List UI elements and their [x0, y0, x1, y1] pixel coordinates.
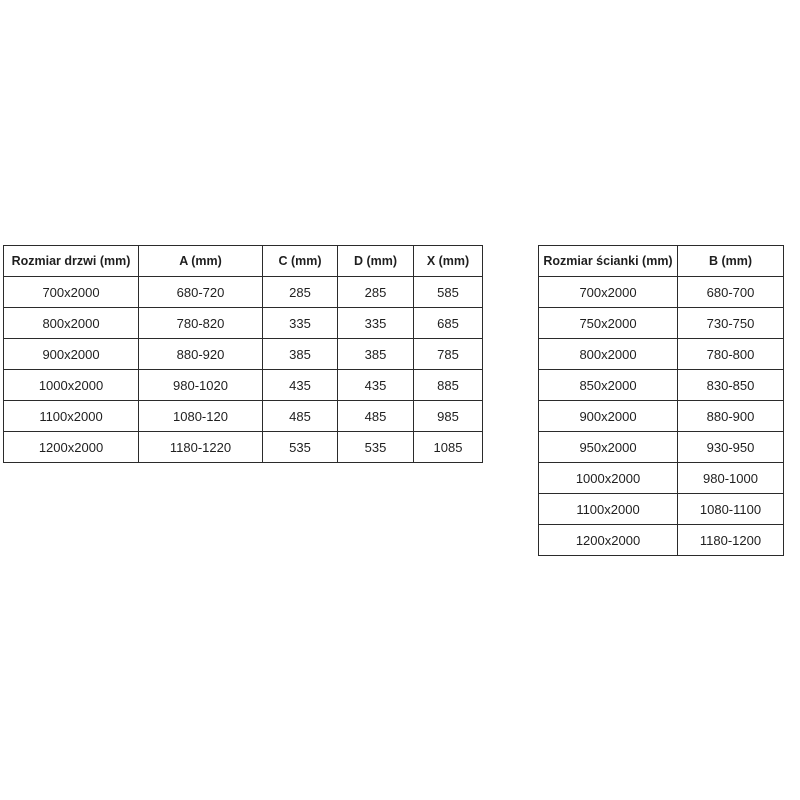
dimension-x-cell: 1085 — [414, 432, 483, 463]
dimension-a-cell: 680-720 — [139, 277, 263, 308]
dimension-a-cell: 780-820 — [139, 308, 263, 339]
dimension-c-cell: 535 — [263, 432, 338, 463]
dimension-a-cell: 1180-1220 — [139, 432, 263, 463]
table-row — [4, 401, 483, 432]
table-row — [539, 308, 784, 339]
table-row — [539, 525, 784, 556]
dimension-b-cell: 1180-1200 — [678, 525, 784, 556]
table-row — [539, 401, 784, 432]
dimension-a-column-header: A (mm) — [139, 246, 263, 277]
dimension-c-cell: 435 — [263, 370, 338, 401]
dimension-d-cell: 335 — [338, 308, 414, 339]
dimension-c-column-header: C (mm) — [263, 246, 338, 277]
wall-panel-sizes-header-row — [539, 246, 784, 277]
dimension-x-column-header: X (mm) — [414, 246, 483, 277]
dimension-d-cell: 485 — [338, 401, 414, 432]
dimension-b-cell: 780-800 — [678, 339, 784, 370]
dimension-b-cell: 1080-1100 — [678, 494, 784, 525]
door-sizes-table — [3, 245, 483, 463]
wall-panel-size-cell: 800x2000 — [539, 339, 678, 370]
door-size-cell: 1000x2000 — [4, 370, 139, 401]
wall-panel-size-cell: 700x2000 — [539, 277, 678, 308]
dimension-c-cell: 385 — [263, 339, 338, 370]
dimension-x-cell: 785 — [414, 339, 483, 370]
table-row — [539, 277, 784, 308]
dimension-d-cell: 535 — [338, 432, 414, 463]
wall-panel-size-cell: 1000x2000 — [539, 463, 678, 494]
dimension-d-cell: 435 — [338, 370, 414, 401]
wall-panel-sizes-table — [538, 245, 784, 556]
table-row — [4, 339, 483, 370]
dimension-a-cell: 880-920 — [139, 339, 263, 370]
table-row — [539, 370, 784, 401]
door-size-cell: 800x2000 — [4, 308, 139, 339]
door-size-column-header: Rozmiar drzwi (mm) — [4, 246, 139, 277]
table-row — [539, 494, 784, 525]
wall-panel-size-cell: 900x2000 — [539, 401, 678, 432]
wall-panel-size-column-header: Rozmiar ścianki (mm) — [539, 246, 678, 277]
dimension-b-cell: 880-900 — [678, 401, 784, 432]
dimension-b-cell: 730-750 — [678, 308, 784, 339]
wall-panel-size-cell: 950x2000 — [539, 432, 678, 463]
wall-panel-size-cell: 1200x2000 — [539, 525, 678, 556]
table-row — [4, 277, 483, 308]
door-size-cell: 900x2000 — [4, 339, 139, 370]
dimension-b-column-header: B (mm) — [678, 246, 784, 277]
wall-panel-size-cell: 850x2000 — [539, 370, 678, 401]
dimension-b-cell: 930-950 — [678, 432, 784, 463]
door-size-cell: 1100x2000 — [4, 401, 139, 432]
dimension-d-cell: 385 — [338, 339, 414, 370]
wall-panel-size-cell: 750x2000 — [539, 308, 678, 339]
dimension-b-cell: 680-700 — [678, 277, 784, 308]
dimension-x-cell: 985 — [414, 401, 483, 432]
table-row — [4, 308, 483, 339]
wall-panel-size-cell: 1100x2000 — [539, 494, 678, 525]
dimension-b-cell: 830-850 — [678, 370, 784, 401]
dimension-c-cell: 485 — [263, 401, 338, 432]
table-row — [4, 432, 483, 463]
dimension-c-cell: 285 — [263, 277, 338, 308]
dimension-d-cell: 285 — [338, 277, 414, 308]
dimension-x-cell: 885 — [414, 370, 483, 401]
table-row — [539, 463, 784, 494]
door-size-cell: 700x2000 — [4, 277, 139, 308]
dimension-b-cell: 980-1000 — [678, 463, 784, 494]
table-row — [539, 339, 784, 370]
door-sizes-header-row — [4, 246, 483, 277]
dimension-a-cell: 980-1020 — [139, 370, 263, 401]
dimension-x-cell: 685 — [414, 308, 483, 339]
dimension-a-cell: 1080-120 — [139, 401, 263, 432]
table-row — [539, 432, 784, 463]
dimension-x-cell: 585 — [414, 277, 483, 308]
dimension-c-cell: 335 — [263, 308, 338, 339]
door-size-cell: 1200x2000 — [4, 432, 139, 463]
dimension-d-column-header: D (mm) — [338, 246, 414, 277]
table-row — [4, 370, 483, 401]
